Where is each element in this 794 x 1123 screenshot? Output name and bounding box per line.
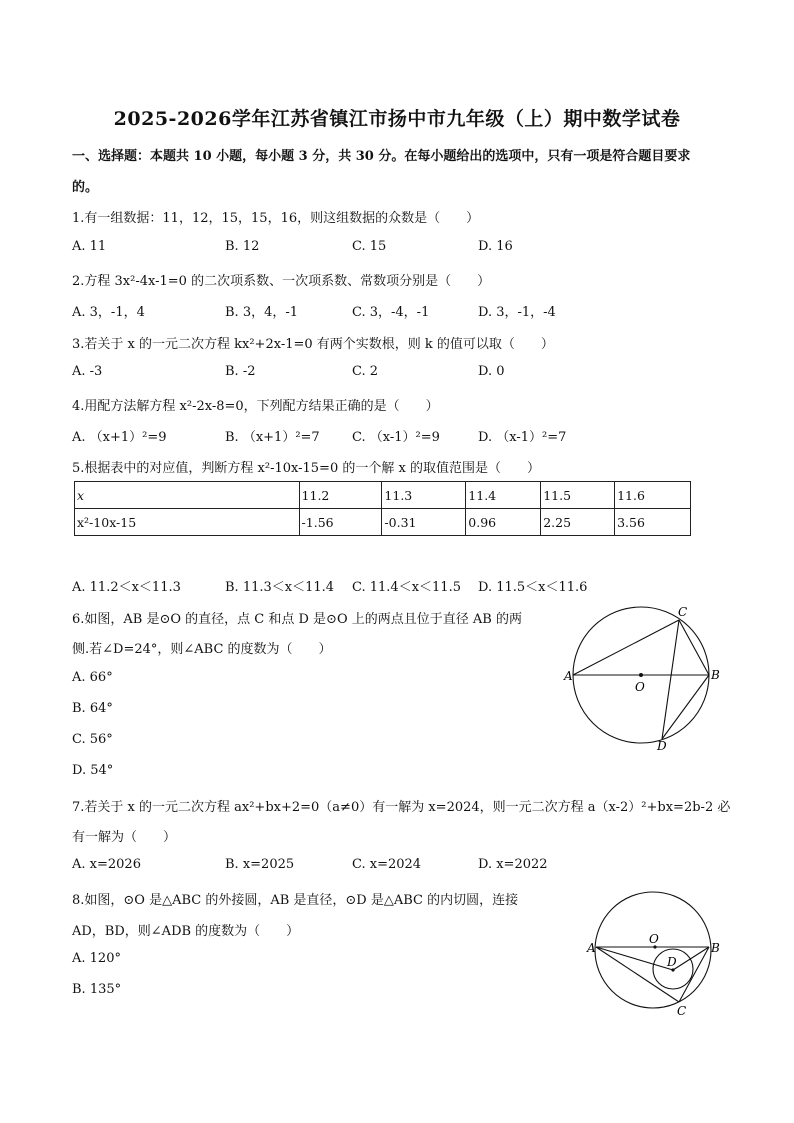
q5-option-a: A. 11.2＜x＜11.3 [72, 580, 181, 595]
q6-option-d: D. 54° [72, 763, 114, 778]
label-d: D [667, 955, 677, 969]
question-3-stem: 3.若关于 x 的一元二次方程 kx²+2x-1=0 有两个实数根，则 k 的值可以取（ ） [72, 337, 554, 352]
label-a: A [564, 669, 573, 683]
table-cell: -0.31 [382, 509, 466, 536]
question-8-stem: 8.如图，⊙O 是△ABC 的外接圆，AB 是直径，⊙D 是△ABC 的内切圆，连接 [72, 893, 519, 908]
question-5-stem: 5.根据表中的对应值，判断方程 x²-10x-15=0 的一个解 x 的取值范围是（ ） [72, 461, 540, 476]
table-cell: 11.6 [615, 482, 691, 509]
q5-option-c: C. 11.4＜x＜11.5 [352, 580, 461, 595]
table-cell: 2.25 [541, 509, 615, 536]
q1-option-d: D. 16 [478, 239, 513, 254]
question-4-stem: 4.用配方法解方程 x²-2x-8=0，下列配方结果正确的是（ ） [72, 399, 439, 414]
table-cell: 11.2 [299, 482, 382, 509]
q4-option-a: A. （x+1）²=9 [72, 430, 167, 445]
q7-option-d: D. x=2022 [478, 857, 548, 872]
table-cell: 3.56 [615, 509, 691, 536]
q6-option-a: A. 66° [72, 670, 113, 685]
q2-option-a: A. 3，-1，4 [72, 305, 145, 320]
label-a: A [587, 941, 596, 955]
table-cell: x²-10x-15 [75, 509, 300, 536]
question-6-stem-cont: 侧.若∠D=24°，则∠ABC 的度数为（ ） [72, 642, 332, 657]
section-heading-cont: 的。 [72, 180, 99, 195]
label-o: O [649, 932, 659, 946]
q3-option-a: A. -3 [72, 364, 103, 379]
question-7-stem-cont: 有一解为（ ） [72, 830, 177, 845]
q1-option-c: C. 15 [352, 239, 387, 254]
table-cell: 0.96 [466, 509, 541, 536]
label-c: C [677, 1004, 687, 1018]
label-d: D [657, 739, 667, 753]
question-7-stem: 7.若关于 x 的一元二次方程 ax²+bx+2=0（a≠0）有一解为 x=2024，则一元二次方程 a（x-2）²+bx=2b-2 必 [72, 800, 731, 815]
q8-option-a: A. 120° [72, 951, 121, 966]
table-cell: x [75, 482, 300, 509]
q4-option-b: B. （x+1）²=7 [225, 430, 320, 445]
q4-option-d: D. （x-1）²=7 [478, 430, 567, 445]
q8-circle-figure [585, 890, 725, 1020]
table-cell: 11.5 [541, 482, 615, 509]
table-cell: -1.56 [299, 509, 382, 536]
value-table [74, 481, 691, 536]
label-c: C [678, 605, 688, 619]
question-6-stem: 6.如图，AB 是⊙O 的直径，点 C 和点 D 是⊙O 上的两点且位于直径 AB 的两 [72, 612, 522, 627]
q3-option-d: D. 0 [478, 364, 505, 379]
section-heading: 一、选择题：本题共 10 小题，每小题 3 分，共 30 分。在每小题给出的选项中，只有一项是符合题目要求 [72, 149, 691, 164]
q2-option-c: C. 3，-4，-1 [352, 305, 430, 320]
table-cell: 11.4 [466, 482, 541, 509]
q6-option-c: C. 56° [72, 732, 113, 747]
q8-option-b: B. 135° [72, 982, 122, 997]
q4-option-c: C. （x-1）²=9 [352, 430, 440, 445]
q7-option-b: B. x=2025 [225, 857, 295, 872]
q1-option-b: B. 12 [225, 239, 260, 254]
label-b: B [711, 941, 720, 955]
q1-option-a: A. 11 [72, 239, 107, 254]
q2-option-d: D. 3，-1，-4 [478, 305, 556, 320]
page-title: 2025-2026学年江苏省镇江市扬中市九年级（上）期中数学试卷 [113, 108, 681, 130]
table-row [75, 482, 691, 509]
q6-option-b: B. 64° [72, 701, 113, 716]
question-8-stem-cont: AD，BD，则∠ADB 的度数为（ ） [72, 924, 300, 939]
label-b: B [711, 668, 720, 682]
label-o: O [635, 680, 645, 694]
table-cell: 11.3 [382, 482, 466, 509]
question-2-stem: 2.方程 3x²-4x-1=0 的二次项系数、一次项系数、常数项分别是（ ） [72, 274, 491, 289]
q7-option-a: A. x=2026 [72, 857, 141, 872]
q5-option-b: B. 11.3＜x＜11.4 [225, 580, 335, 595]
question-1-stem: 1.有一组数据：11，12，15，15，16，则这组数据的众数是（ ） [72, 211, 480, 226]
q6-circle-figure [562, 605, 737, 755]
q5-option-d: D. 11.5＜x＜11.6 [478, 580, 588, 595]
q3-option-b: B. -2 [225, 364, 256, 379]
q2-option-b: B. 3，4，-1 [225, 305, 299, 320]
table-row [75, 509, 691, 536]
q3-option-c: C. 2 [352, 364, 379, 379]
q7-option-c: C. x=2024 [352, 857, 422, 872]
